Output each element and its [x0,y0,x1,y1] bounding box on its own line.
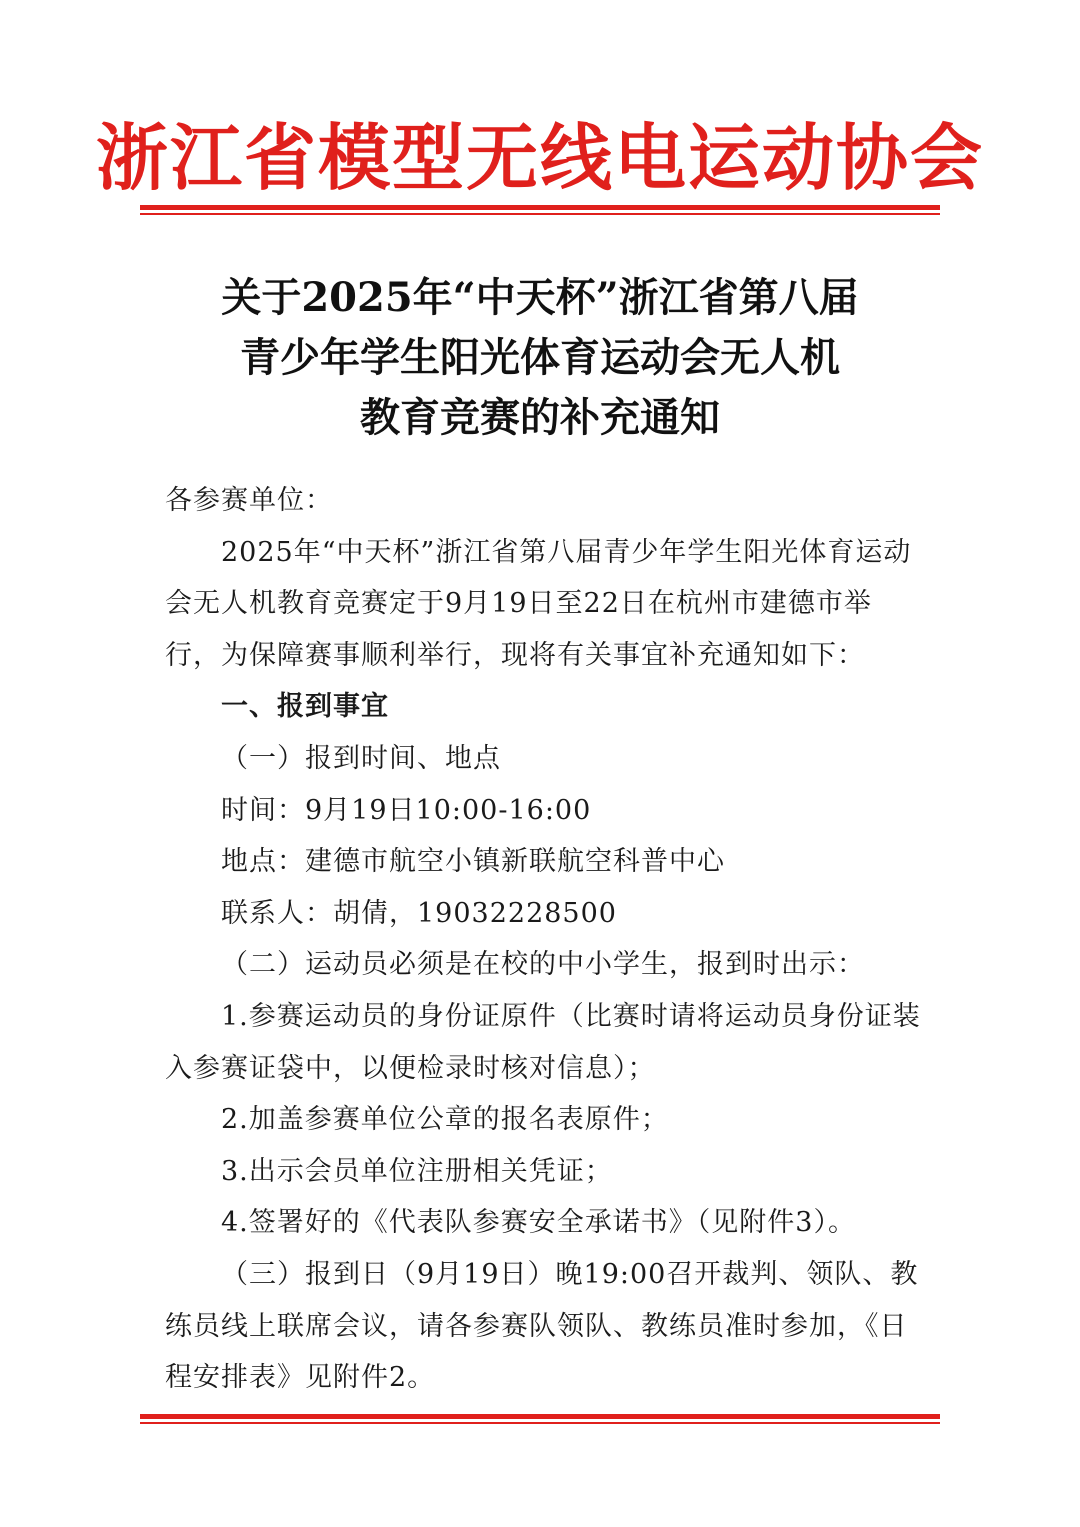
salutation: 各参赛单位： [165,485,333,516]
required-item-4: 4.签署好的《代表队参赛安全承诺书》（见附件3）。 [221,1207,856,1239]
registration-time: 时间：9月19日10:00-16:00 [221,794,592,826]
header-divider-thin-line [140,213,940,215]
intro-paragraph: 2025年“中天杯”浙江省第八届青少年学生阳光体育运动会无人机教育竞赛定于9月19日至22日在杭州市建德市举行，为保障赛事顺利举行，现将有关事宜补充通知如下： [165,536,912,671]
subsection-heading-documents: （二）运动员必须是在校的中小学生，报到时出示： [221,949,865,981]
header-divider [140,205,940,215]
header-divider-thick-line [140,205,940,210]
subsection-heading-time-location: （一）报到时间、地点 [221,742,501,774]
title-line-3: 教育竞赛的补充通知 [360,394,720,441]
title-line-2: 青少年学生阳光体育运动会无人机 [240,334,840,381]
contact-person: 联系人：胡倩，19032228500 [221,897,617,929]
registration-location: 地点：建德市航空小镇新联航空科普中心 [221,846,725,878]
document-body [165,475,925,1404]
required-item-1: 1.参赛运动员的身份证原件（比赛时请将运动员身份证装入参赛证袋中，以便检录时核对信息）； [165,1000,921,1084]
subsection-meeting: （三）报到日（9月19日）晚19:00召开裁判、领队、教练员线上联席会议，请各参赛队领队、教练员准时参加，《日程安排表》见附件2。 [165,1258,919,1394]
footer-divider-thick-line [140,1414,940,1419]
section-heading-registration: 一、报到事宜 [221,691,389,723]
required-item-3: 3.出示会员单位注册相关凭证； [221,1155,613,1187]
footer-divider [140,1414,940,1424]
footer-divider-thin-line [140,1422,940,1424]
organization-header: 浙江省模型无线电运动协会 [95,116,984,200]
document-title [0,268,1080,448]
required-item-2: 2.加盖参赛单位公章的报名表原件； [221,1104,669,1136]
title-line-1: 关于2025年“中天杯”浙江省第八届 [221,274,859,321]
